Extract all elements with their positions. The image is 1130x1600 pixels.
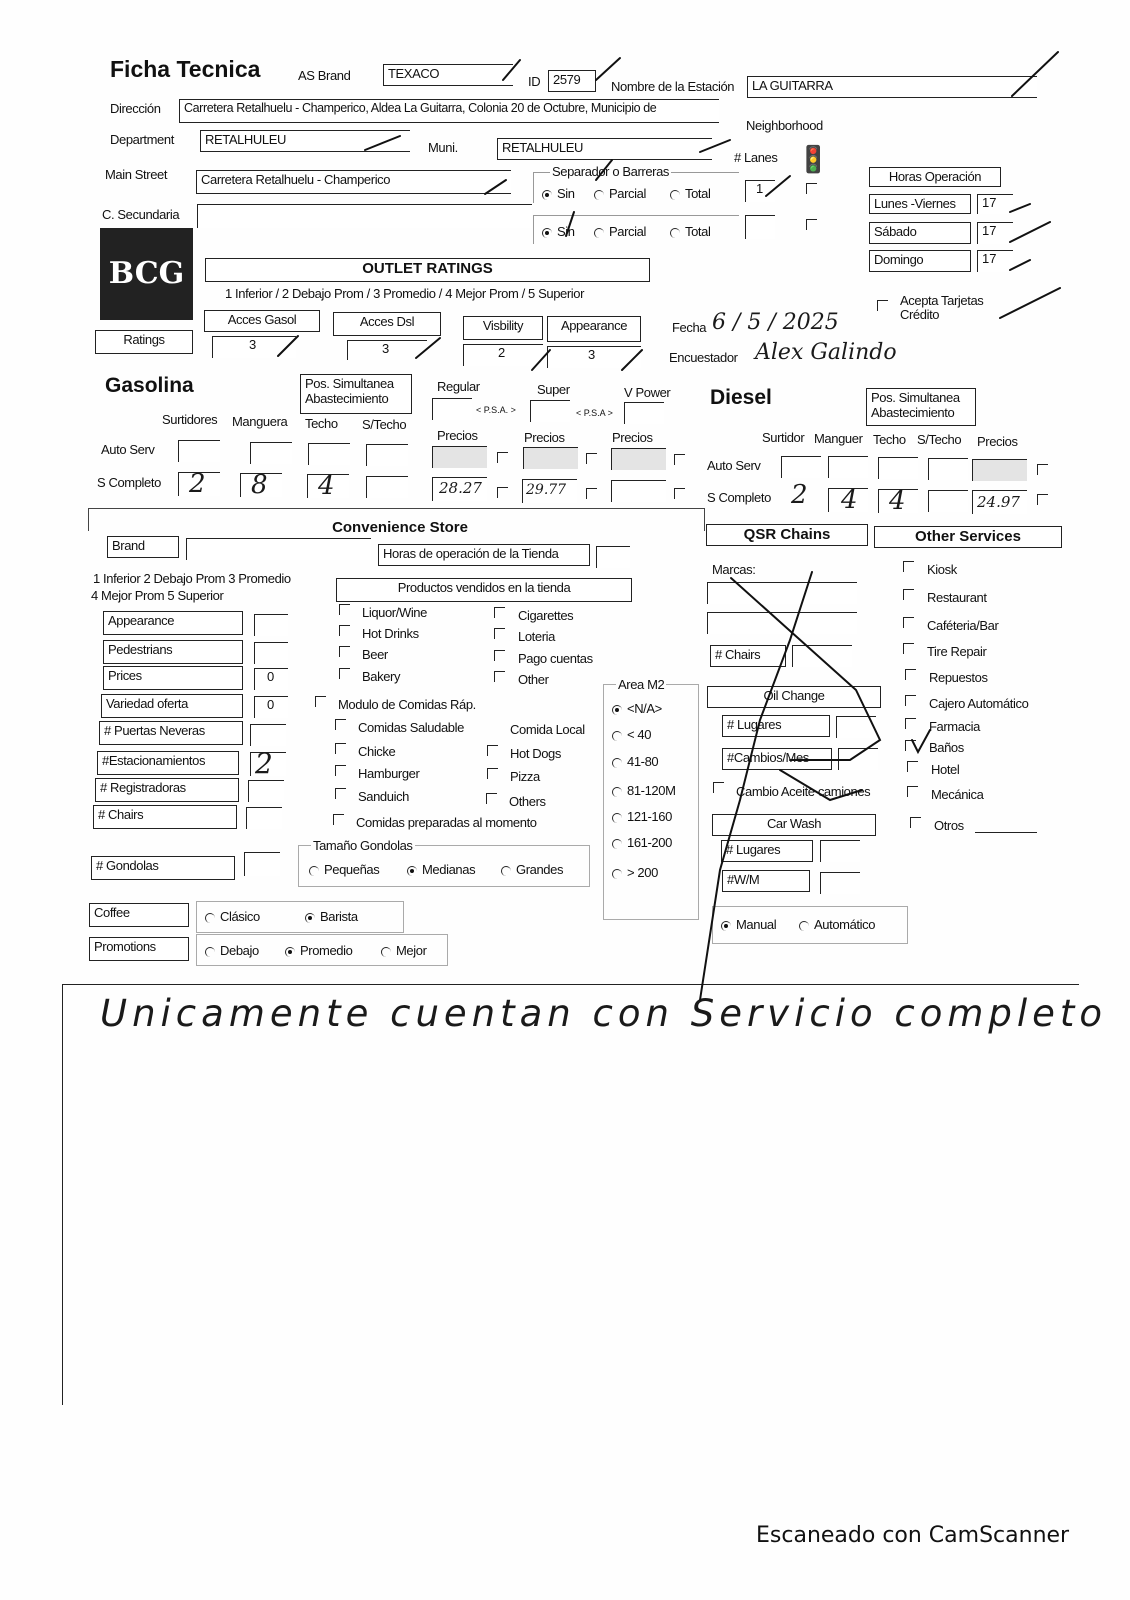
store-title: Convenience Store	[332, 519, 468, 536]
fecha-label: Fecha	[672, 320, 707, 335]
lanes-main-field[interactable]: 1	[745, 180, 775, 202]
cafeteria-label: Caféteria/Bar	[927, 618, 999, 633]
hot-dogs-label: Hot Dogs	[510, 746, 561, 761]
loteria-label: Loteria	[518, 629, 555, 644]
vpower-precios-label: Precios	[612, 430, 653, 445]
wash-lugares-label: # Lugares	[721, 840, 813, 862]
services-title: Other Services	[874, 526, 1062, 548]
registradoras-label: # Registradoras	[95, 778, 239, 802]
coffee-label: Coffee	[89, 903, 189, 927]
gas-s-completo-label: S Completo	[97, 475, 161, 490]
diesel-stecho-label: S/Techo	[917, 432, 962, 447]
super-label: Super	[537, 382, 570, 397]
area-161-200-option[interactable]: 161-200	[612, 835, 672, 850]
repuestos-label: Repuestos	[929, 670, 988, 685]
diesel-techo-label: Techo	[873, 432, 906, 447]
comida-local-label: Comida Local	[510, 722, 585, 737]
gas-s-surtidores[interactable]: 2	[178, 472, 220, 496]
estacionamientos-field[interactable]: 2	[250, 752, 286, 776]
direccion-field[interactable]: Carretera Retalhuelu - Champerico, Aldea La Guitarra, Colonia 20 de Octubre, Municipio de	[179, 99, 719, 123]
camscanner-watermark: Escaneado con CamScanner	[756, 1523, 1070, 1548]
cambio-aceite-label: Cambio Aceite camiones	[736, 784, 871, 799]
super-psa-label: < P.S.A >	[576, 408, 613, 418]
stecho-label: S/Techo	[362, 417, 407, 432]
promotions-label: Promotions	[89, 937, 189, 961]
bcg-logo: BCG	[100, 228, 193, 320]
bakery-label: Bakery	[362, 669, 401, 684]
area-41-80-option[interactable]: 41-80	[612, 754, 658, 769]
outlet-ratings-title: OUTLET RATINGS	[205, 258, 650, 282]
productos-label: Productos vendidos en la tienda	[336, 578, 632, 602]
prices-label: Prices	[103, 666, 243, 690]
tamano-pequenas-option[interactable]: Pequeñas	[309, 862, 379, 877]
promo-debajo-option[interactable]: Debajo	[205, 943, 259, 958]
gas-s-manguera[interactable]: 8	[240, 473, 282, 497]
regular-precios-label: Precios	[437, 428, 478, 443]
fecha-value[interactable]: 6 / 5 / 2025	[712, 310, 839, 335]
vpower-label: V Power	[624, 385, 671, 400]
gasolina-pos-label: Pos. Simultanea Abastecimiento	[300, 374, 412, 414]
secundaria-parcial-option[interactable]: Parcial	[594, 224, 646, 239]
diesel-s-surtidor[interactable]: 2	[791, 480, 808, 510]
marcas-label: Marcas:	[712, 562, 756, 577]
id-label: ID	[528, 74, 541, 89]
weekday-hours-field[interactable]: 17	[977, 194, 1013, 214]
department-label: Department	[110, 132, 174, 147]
station-field[interactable]: LA GUITARRA	[747, 76, 1037, 98]
oil-lugares-label: # Lugares	[722, 715, 830, 737]
acces-dsl-field[interactable]: 3	[347, 340, 427, 360]
muni-field[interactable]: RETALHULEU	[497, 138, 712, 160]
diesel-title: Diesel	[710, 386, 772, 409]
separador-parcial-option[interactable]: Parcial	[594, 186, 646, 201]
separador-total-option[interactable]: Total	[670, 186, 710, 201]
diesel-s-techo[interactable]: 4	[878, 489, 918, 513]
form-title: Ficha Tecnica	[110, 56, 261, 82]
store-appearance-label: Appearance	[103, 611, 243, 635]
direccion-label: Dirección	[110, 101, 161, 116]
gas-auto-serv-label: Auto Serv	[101, 442, 155, 457]
encuestador-label: Encuestador	[669, 350, 738, 365]
oil-change-label: Oil Change	[707, 686, 881, 708]
regular-psa-label: < P.S.A. >	[476, 405, 516, 415]
sunday-hours-field[interactable]: 17	[977, 250, 1013, 272]
brand-field[interactable]: TEXACO	[383, 64, 513, 86]
others-food-label: Others	[509, 794, 546, 809]
oil-cambios-label: #Cambios/Mes	[722, 748, 832, 770]
separador-label: Separador o Barreras	[552, 164, 670, 179]
diesel-pos-label: Pos. Simultanea Abastecimiento	[866, 388, 976, 426]
beer-label: Beer	[362, 647, 388, 662]
qsr-chairs-label: # Chairs	[710, 645, 786, 667]
saturday-label: Sábado	[869, 222, 971, 244]
store-brand-label: Brand	[107, 536, 179, 558]
tire-repair-label: Tire Repair	[927, 644, 987, 659]
ratings-label: Ratings	[95, 330, 193, 354]
main-street-label: Main Street	[105, 167, 168, 182]
hamburger-label: Hamburger	[358, 766, 420, 781]
hours-title: Horas Operación	[869, 167, 1001, 187]
manguera-label: Manguera	[232, 414, 288, 429]
puertas-label: # Puertas Neveras	[99, 721, 243, 745]
area-na-option[interactable]: <N/A>	[612, 701, 662, 716]
visibility-field[interactable]: 2	[463, 344, 543, 366]
lanes-label: # Lanes	[734, 150, 778, 165]
encuestador-value[interactable]: Alex Galindo	[755, 340, 897, 365]
acces-gasol-field[interactable]: 3	[212, 336, 296, 358]
separador-sin-option[interactable]: Sin	[542, 186, 575, 201]
mecanica-label: Mecánica	[931, 787, 984, 802]
prices-field[interactable]: 0	[254, 668, 288, 690]
store-chairs-label: # Chairs	[93, 805, 237, 829]
variedad-field[interactable]: 0	[254, 696, 288, 718]
wash-automatico-option[interactable]: Automático	[799, 917, 875, 932]
diesel-s-manguer[interactable]: 4	[828, 488, 868, 512]
store-scale-line2: 4 Mejor Prom 5 Superior	[91, 588, 224, 603]
saludable-label: Comidas Saludable	[358, 720, 464, 735]
gas-s-techo[interactable]: 4	[307, 474, 349, 498]
wash-wm-label: #W/M	[722, 870, 810, 892]
saturday-hours-field[interactable]: 17	[977, 222, 1013, 244]
liquor-label: Liquor/Wine	[362, 605, 427, 620]
diesel-manguer-label: Manguer	[814, 431, 863, 446]
weekday-label: Lunes -Viernes	[869, 194, 971, 214]
outlet-scale: 1 Inferior / 2 Debajo Prom / 3 Promedio / 4 Mejor Prom / 5 Superior	[225, 286, 585, 301]
appearance-field[interactable]: 3	[547, 346, 641, 368]
super-precios-label: Precios	[524, 430, 565, 445]
regular-label: Regular	[437, 379, 480, 394]
diesel-price-field[interactable]: 24.97	[972, 490, 1027, 514]
station-label: Nombre de la Estación	[611, 79, 735, 94]
brand-label: AS Brand	[298, 68, 351, 83]
gondolas-label: # Gondolas	[91, 856, 235, 880]
wash-manual-option[interactable]: Manual	[721, 917, 776, 932]
hotel-label: Hotel	[931, 762, 960, 777]
regular-price-field[interactable]: 28.27	[432, 477, 487, 501]
surtidores-label: Surtidores	[162, 412, 218, 427]
qsr-title: QSR Chains	[706, 524, 868, 546]
area-40-option[interactable]: < 40	[612, 727, 651, 742]
muni-label: Muni.	[428, 140, 458, 155]
store-scale-line1: 1 Inferior 2 Debajo Prom 3 Promedio	[93, 571, 291, 586]
pago-cuentas-label: Pago cuentas	[518, 651, 593, 666]
appearance-label: Appearance	[547, 316, 641, 342]
neighborhood-label: Neighborhood	[746, 118, 823, 133]
cajero-label: Cajero Automático	[929, 696, 1029, 711]
acces-gasol-label: Acces Gasol	[204, 310, 320, 332]
diesel-surtidor-label: Surtidor	[762, 430, 805, 445]
notes-text[interactable]: Unicamente cuentan con Servicio completo	[100, 992, 1108, 1035]
preparadas-label: Comidas preparadas al momento	[356, 815, 537, 830]
sunday-label: Domingo	[869, 250, 971, 272]
cigarettes-label: Cigarettes	[518, 608, 574, 623]
area-121-160-option[interactable]: 121-160	[612, 809, 672, 824]
coffee-barista-option[interactable]: Barista	[305, 909, 358, 924]
promo-mejor-option[interactable]: Mejor	[381, 943, 427, 958]
secundaria-total-option[interactable]: Total	[670, 224, 710, 239]
acces-dsl-label: Acces Dsl	[333, 312, 441, 336]
banos-label: Baños	[929, 740, 964, 755]
kiosk-label: Kiosk	[927, 562, 957, 577]
diesel-s-completo-label: S Completo	[707, 490, 771, 505]
id-field[interactable]: 2579	[548, 70, 596, 92]
area-label: Area M2	[618, 677, 665, 692]
hot-drinks-label: Hot Drinks	[362, 626, 419, 641]
sanduich-label: Sanduich	[358, 789, 410, 804]
other-product-label: Other	[518, 672, 549, 687]
car-wash-label: Car Wash	[712, 814, 876, 836]
tamano-medianas-option[interactable]: Medianas	[407, 862, 475, 877]
secundaria-sin-option[interactable]: Sin	[542, 224, 575, 239]
restaurant-label: Restaurant	[927, 590, 987, 605]
super-price-field[interactable]: 29.77	[522, 479, 577, 503]
tamano-grandes-option[interactable]: Grandes	[501, 862, 563, 877]
store-hours-label: Horas de operación de la Tienda	[378, 544, 590, 566]
pizza-label: Pizza	[510, 769, 540, 784]
secundaria-label: C. Secundaria	[102, 207, 180, 222]
area-81-120-option[interactable]: 81-120M	[612, 783, 676, 798]
visibility-label: Visbility	[463, 316, 543, 340]
chicke-label: Chicke	[358, 744, 396, 759]
gasolina-title: Gasolina	[105, 374, 194, 397]
diesel-auto-serv-label: Auto Serv	[707, 458, 761, 473]
tarjetas-label: Acepta Tarjetas Crédito	[900, 293, 984, 322]
estacionamientos-label: #Estacionamientos	[97, 751, 239, 775]
otros-label: Otros	[934, 818, 964, 833]
variedad-label: Variedad oferta	[101, 694, 243, 718]
pedestrians-label: Pedestrians	[103, 640, 243, 664]
area-200-option[interactable]: > 200	[612, 865, 658, 880]
department-field[interactable]: RETALHULEU	[200, 130, 410, 152]
promo-promedio-option[interactable]: Promedio	[285, 943, 352, 958]
main-street-field[interactable]: Carretera Retalhuelu - Champerico	[196, 170, 511, 194]
coffee-clasico-option[interactable]: Clásico	[205, 909, 260, 924]
traffic-light-icon: 🚦	[797, 144, 830, 174]
diesel-precios-label: Precios	[977, 434, 1018, 449]
tamano-label: Tamaño Gondolas	[313, 838, 413, 853]
farmacia-label: Farmacia	[929, 719, 980, 734]
modulo-label: Modulo de Comidas Ráp.	[338, 697, 476, 712]
techo-label: Techo	[305, 416, 338, 431]
